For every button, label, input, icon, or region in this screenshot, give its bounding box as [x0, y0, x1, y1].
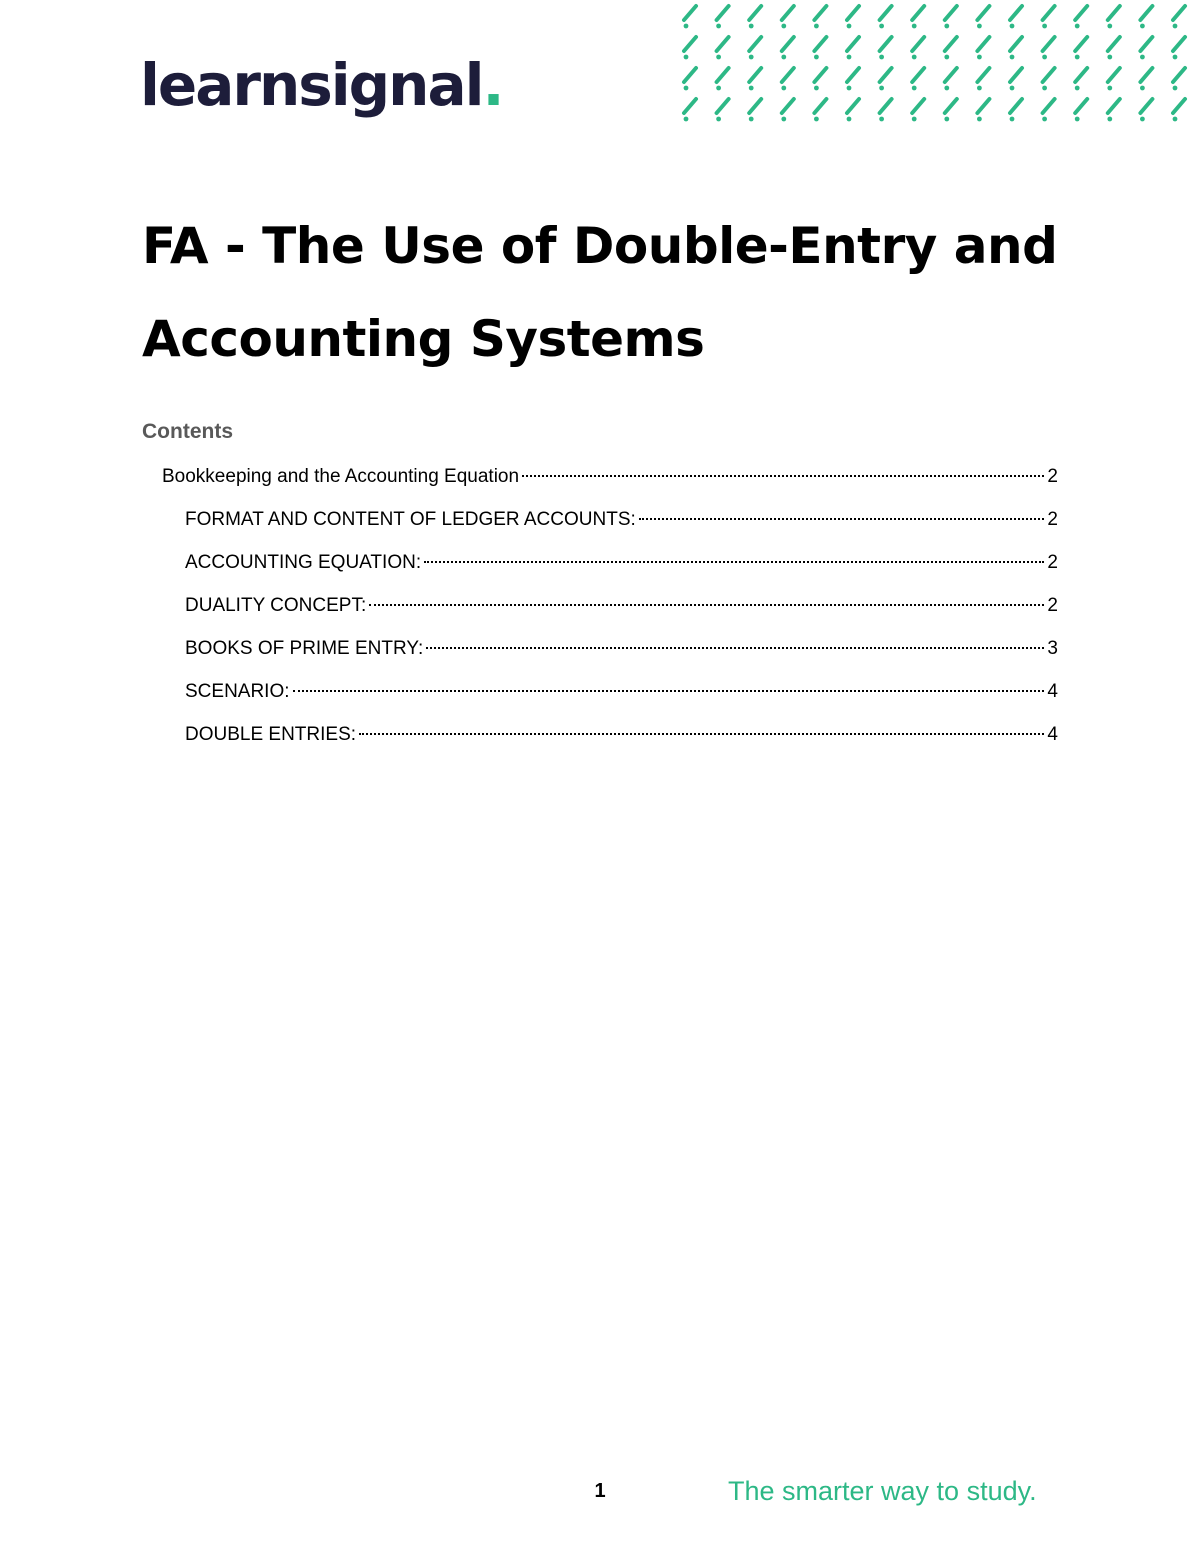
pattern-mark: [912, 99, 924, 121]
toc-entry-label: BOOKS OF PRIME ENTRY:: [185, 638, 424, 659]
toc-entry-page: 4: [1047, 681, 1058, 702]
slash-dot-pattern-icon: [676, 0, 1200, 130]
pattern-mark: [912, 6, 924, 28]
toc-entry[interactable]: [162, 632, 1058, 675]
pattern-mark: [1075, 99, 1087, 121]
footer-tagline: The smarter way to study.: [728, 1476, 1037, 1506]
learnsignal-logo: [140, 51, 503, 119]
toc-leader-dots: [369, 604, 1044, 606]
logo-dot: .: [482, 51, 503, 119]
pattern-mark: [912, 37, 924, 59]
toc-leader-dots: [424, 561, 1044, 563]
pattern-mark: [749, 99, 761, 121]
pattern-mark: [977, 99, 989, 121]
pattern-mark: [1173, 99, 1185, 121]
pattern-mark: [684, 68, 696, 90]
toc-entry[interactable]: [162, 718, 1058, 761]
toc-entry-label: DUALITY CONCEPT:: [185, 595, 367, 616]
pattern-mark: [1010, 37, 1022, 59]
pattern-mark: [814, 37, 826, 59]
toc-entry-page: 3: [1047, 638, 1058, 659]
toc-entry-page: 2: [1047, 595, 1058, 616]
pattern-mark: [781, 99, 793, 121]
toc-entry-page: 4: [1047, 724, 1058, 745]
toc-entry-label: Bookkeeping and the Accounting Equation: [162, 466, 520, 487]
pattern-mark: [1107, 37, 1119, 59]
pattern-mark: [1107, 68, 1119, 90]
pattern-mark: [1042, 68, 1054, 90]
pattern-mark: [814, 68, 826, 90]
toc-entry-page: 2: [1047, 509, 1058, 530]
pattern-mark: [847, 99, 859, 121]
toc-entry-label: SCENARIO:: [185, 681, 290, 702]
pattern-mark: [1042, 99, 1054, 121]
pattern-mark: [1075, 68, 1087, 90]
contents-heading: Contents: [142, 420, 233, 443]
pattern-mark: [847, 68, 859, 90]
pattern-mark: [944, 6, 956, 28]
pattern-mark: [977, 6, 989, 28]
pattern-mark: [1173, 37, 1185, 59]
pattern-mark: [781, 37, 793, 59]
toc-entry[interactable]: [162, 460, 1058, 503]
toc-leader-dots: [639, 518, 1045, 520]
toc-entry-page: 2: [1047, 552, 1058, 573]
pattern-mark: [977, 68, 989, 90]
pattern-mark: [879, 6, 891, 28]
toc-entry[interactable]: [162, 503, 1058, 546]
table-of-contents: [162, 460, 1058, 761]
pattern-mark: [716, 99, 728, 121]
pattern-mark: [1010, 99, 1022, 121]
toc-leader-dots: [359, 733, 1044, 735]
pattern-mark: [944, 68, 956, 90]
pattern-mark: [1010, 6, 1022, 28]
toc-entry-label: ACCOUNTING EQUATION:: [185, 552, 422, 573]
toc-entry-page: 2: [1047, 466, 1058, 487]
pattern-mark: [1173, 68, 1185, 90]
pattern-mark: [879, 37, 891, 59]
pattern-mark: [879, 68, 891, 90]
toc-entry[interactable]: [162, 589, 1058, 632]
pattern-mark: [749, 37, 761, 59]
pattern-mark: [944, 99, 956, 121]
pattern-mark: [912, 68, 924, 90]
toc-entry[interactable]: [162, 675, 1058, 718]
pattern-mark: [1042, 6, 1054, 28]
toc-entry[interactable]: [162, 546, 1058, 589]
pattern-mark: [944, 37, 956, 59]
pattern-mark: [716, 6, 728, 28]
pattern-mark: [684, 37, 696, 59]
pattern-mark: [716, 68, 728, 90]
pattern-mark: [716, 37, 728, 59]
pattern-mark: [1140, 99, 1152, 121]
pattern-mark: [1140, 37, 1152, 59]
page-number: 1: [594, 1480, 606, 1502]
pattern-mark: [814, 99, 826, 121]
toc-leader-dots: [522, 475, 1044, 477]
pattern-mark: [1107, 6, 1119, 28]
pattern-mark: [847, 6, 859, 28]
pattern-mark: [1140, 6, 1152, 28]
pattern-mark: [977, 37, 989, 59]
pattern-mark: [781, 6, 793, 28]
pattern-mark: [1075, 37, 1087, 59]
pattern-mark: [814, 6, 826, 28]
pattern-mark: [684, 6, 696, 28]
pattern-mark: [847, 37, 859, 59]
pattern-mark: [1173, 6, 1185, 28]
pattern-mark: [749, 6, 761, 28]
pattern-mark: [1107, 99, 1119, 121]
toc-entry-label: DOUBLE ENTRIES:: [185, 724, 357, 745]
toc-entry-label: FORMAT AND CONTENT OF LEDGER ACCOUNTS:: [185, 509, 636, 530]
pattern-mark: [781, 68, 793, 90]
pattern-mark: [684, 99, 696, 121]
pattern-mark: [879, 99, 891, 121]
pattern-mark: [749, 68, 761, 90]
pattern-mark: [1075, 6, 1087, 28]
pattern-mark: [1010, 68, 1022, 90]
pattern-mark: [1042, 37, 1054, 59]
toc-leader-dots: [426, 647, 1044, 649]
document-title: FA - The Use of Double-Entry and Accounting Systems: [142, 217, 1058, 368]
toc-leader-dots: [293, 690, 1045, 692]
logo-text: learnsignal: [140, 51, 483, 119]
pattern-mark: [1140, 68, 1152, 90]
